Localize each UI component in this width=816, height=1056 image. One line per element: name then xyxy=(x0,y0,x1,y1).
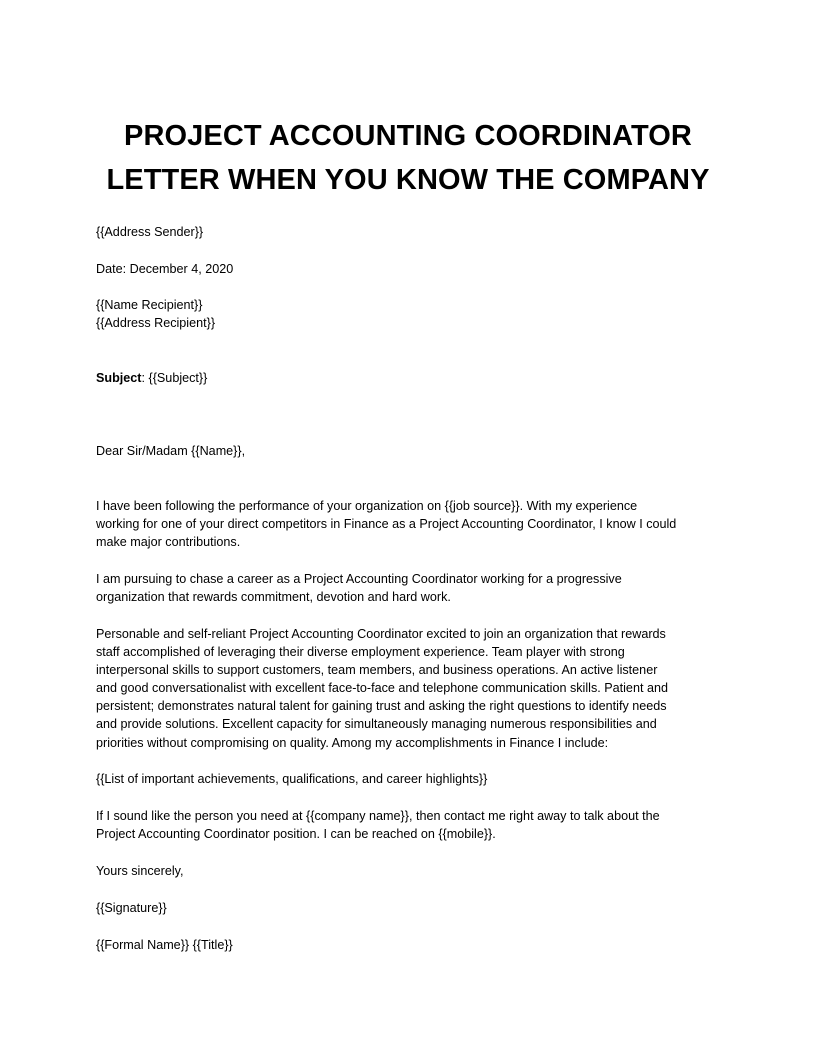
paragraph-line: and provide solutions. Excellent capacity for simultaneously managing numerous responsibilities and xyxy=(96,717,657,732)
paragraph-line: persistent; demonstrates natural talent for gaining trust and asking the right questions to identify needs xyxy=(96,699,667,714)
paragraph-line: interpersonal skills to support customers, team members, and business operations. An active listener xyxy=(96,663,658,678)
formal-name-title: {{Formal Name}} {{Title}} xyxy=(96,938,233,952)
achievements-placeholder: {{List of important achievements, qualifications, and career highlights}} xyxy=(96,772,488,786)
recipient-address: {{Address Recipient}} xyxy=(96,316,216,331)
letter-title xyxy=(60,114,756,202)
paragraph-1 xyxy=(96,497,722,551)
paragraph-3 xyxy=(96,625,722,752)
letter-date: Date: December 4, 2020 xyxy=(96,262,234,276)
salutation: Dear Sir/Madam {{Name}}, xyxy=(96,444,246,458)
paragraph-line: Project Accounting Coordinator position. I can be reached on {{mobile}}. xyxy=(96,827,496,842)
paragraph-2 xyxy=(96,570,722,606)
paragraph-4 xyxy=(96,807,722,843)
paragraph-line: working for one of your direct competitors in Finance as a Project Accounting Coordinator, I know I could xyxy=(96,517,677,532)
recipient-block xyxy=(96,296,722,332)
subject-label: Subject xyxy=(96,371,142,385)
subject-line xyxy=(96,369,722,387)
signature-placeholder: {{Signature}} xyxy=(96,901,167,915)
title-line-1: PROJECT ACCOUNTING COORDINATOR xyxy=(124,120,692,152)
subject-value: : {{Subject}} xyxy=(141,371,208,385)
recipient-name: {{Name Recipient}} xyxy=(96,298,203,312)
paragraph-line: organization that rewards commitment, devotion and hard work. xyxy=(96,590,451,605)
paragraph-line: I have been following the performance of your organization on {{job source}}. With my experience xyxy=(96,499,638,513)
paragraph-line: priorities without compromising on quality. Among my accomplishments in Finance I include: xyxy=(96,735,609,750)
sender-address: {{Address Sender}} xyxy=(96,225,204,239)
closing: Yours sincerely, xyxy=(96,864,184,878)
paragraph-line: If I sound like the person you need at {{company name}}, then contact me right away to talk about the xyxy=(96,809,660,823)
paragraph-line: make major contributions. xyxy=(96,535,241,550)
paragraph-line: I am pursuing to chase a career as a Project Accounting Coordinator working for a progressive xyxy=(96,572,622,586)
title-line-2: LETTER WHEN YOU KNOW THE COMPANY xyxy=(106,164,710,196)
paragraph-line: and good conversationalist with excellent face-to-face and telephone communication skills. Patient and xyxy=(96,681,668,696)
paragraph-line: Personable and self-reliant Project Accounting Coordinator excited to join an organization that rewards xyxy=(96,627,666,641)
paragraph-line: staff accomplished of leveraging their diverse employment experience. Team player with strong xyxy=(96,645,625,660)
